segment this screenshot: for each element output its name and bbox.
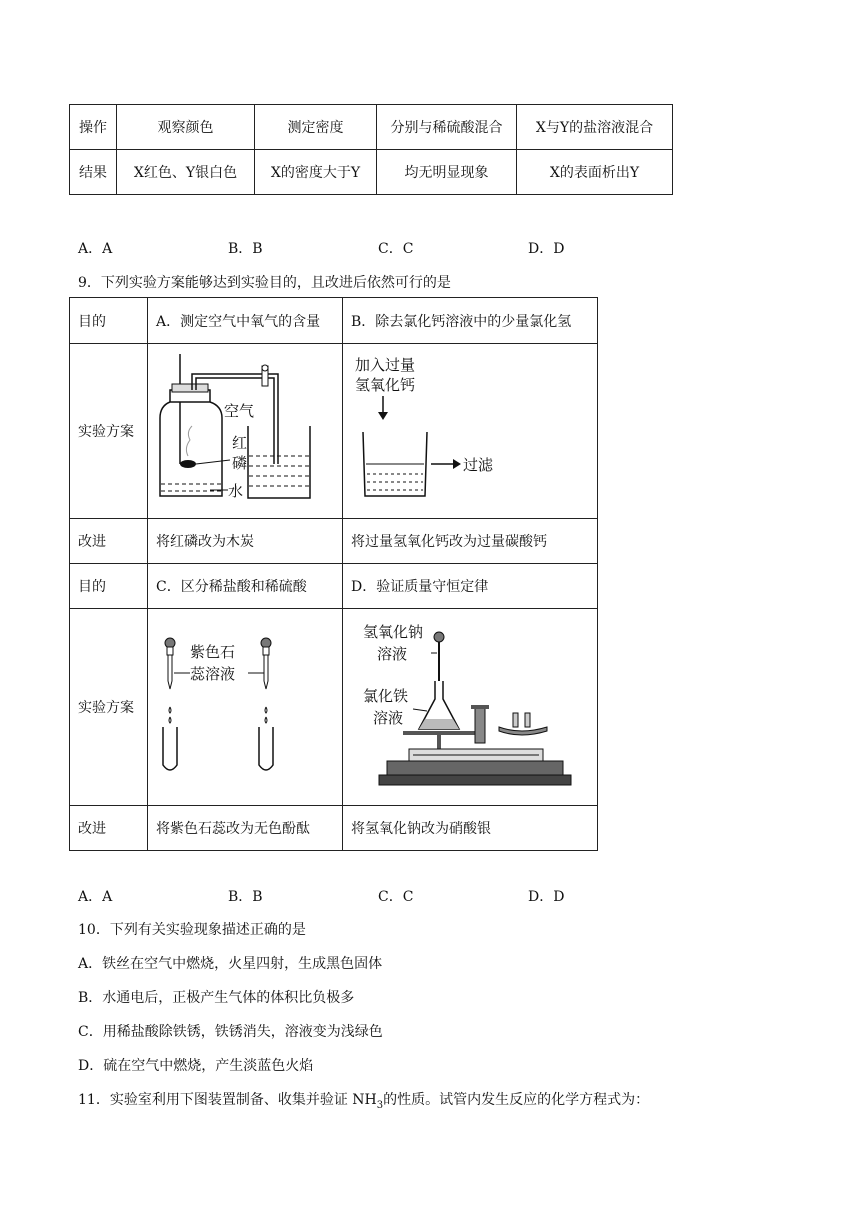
q11-stem-part1: 11．实验室利用下图装置制备、收集并验证 NH bbox=[78, 1092, 377, 1108]
row-label: 目的 bbox=[70, 298, 148, 344]
label-naoh: 氢氧化钠 bbox=[362, 623, 423, 641]
table-row bbox=[70, 609, 598, 806]
table-row bbox=[70, 806, 598, 851]
table-row bbox=[70, 564, 598, 609]
purpose-c: C．区分稀盐酸和稀硫酸 bbox=[148, 564, 343, 609]
q9-option-c[interactable]: C．C bbox=[378, 889, 414, 905]
table-cell: 分别与稀硫酸混合 bbox=[377, 105, 517, 150]
table-cell: X的表面析出Y bbox=[517, 150, 673, 195]
table-row bbox=[70, 519, 598, 564]
table-row bbox=[70, 150, 673, 195]
filtration-apparatus bbox=[343, 344, 597, 514]
label-fecl3-solution: 溶液 bbox=[372, 709, 403, 727]
row-label: 实验方案 bbox=[70, 344, 148, 519]
label-filter: 过滤 bbox=[462, 456, 493, 474]
row-label: 改进 bbox=[70, 519, 148, 564]
table-row bbox=[70, 344, 598, 519]
litmus-test-tubes bbox=[148, 609, 340, 801]
q10-option-d[interactable]: D．硫在空气中燃烧，产生淡蓝色火焰 bbox=[78, 1058, 314, 1074]
table-cell: X与Y的盐溶液混合 bbox=[517, 105, 673, 150]
table-cell: 观察颜色 bbox=[117, 105, 255, 150]
improve-a: 将红磷改为木炭 bbox=[148, 519, 343, 564]
label-litmus-1: 紫色石 bbox=[190, 643, 236, 661]
figure-d-cell bbox=[342, 609, 597, 806]
q8-option-b[interactable]: B．B bbox=[228, 241, 263, 257]
label-add-excess: 加入过量 bbox=[354, 356, 415, 374]
row-label: 实验方案 bbox=[70, 609, 148, 806]
q8-option-c[interactable]: C．C bbox=[378, 241, 414, 257]
q9-table bbox=[69, 297, 598, 851]
table-cell: 均无明显现象 bbox=[377, 150, 517, 195]
table-cell: 操作 bbox=[70, 105, 117, 150]
table-cell: 结果 bbox=[70, 150, 117, 195]
label-naoh-solution: 溶液 bbox=[376, 645, 407, 663]
table-row bbox=[70, 105, 673, 150]
improve-b: 将过量氢氧化钙改为过量碳酸钙 bbox=[342, 519, 597, 564]
purpose-a: A．测定空气中氧气的含量 bbox=[148, 298, 343, 344]
figure-a-cell bbox=[148, 344, 343, 519]
figure-b-cell bbox=[342, 344, 597, 519]
label-calcium-hydroxide: 氢氧化钙 bbox=[354, 376, 415, 394]
q9-option-d[interactable]: D．D bbox=[528, 889, 565, 905]
row-label: 改进 bbox=[70, 806, 148, 851]
figure-c-cell bbox=[148, 609, 343, 806]
table-row bbox=[70, 298, 598, 344]
q11-stem-part2: 的性质。试管内发生反应的化学方程式为： bbox=[383, 1092, 650, 1108]
q9-option-b[interactable]: B．B bbox=[228, 889, 263, 905]
q8-option-a[interactable]: A．A bbox=[78, 241, 113, 257]
q10-stem: 10．下列有关实验现象描述正确的是 bbox=[78, 922, 306, 938]
purpose-d: D．验证质量守恒定律 bbox=[342, 564, 597, 609]
q10-option-a[interactable]: A．铁丝在空气中燃烧，火星四射，生成黑色固体 bbox=[78, 956, 383, 972]
table-cell: X红色、Y银白色 bbox=[117, 150, 255, 195]
row-label: 目的 bbox=[70, 564, 148, 609]
label-air: 空气 bbox=[224, 402, 255, 420]
label-litmus-2: 蕊溶液 bbox=[190, 665, 236, 683]
q10-option-c[interactable]: C．用稀盐酸除铁锈，铁锈消失，溶液变为浅绿色 bbox=[78, 1024, 383, 1040]
label-water: 水 bbox=[228, 482, 244, 500]
q11-stem bbox=[78, 1089, 649, 1111]
label-fecl3: 氯化铁 bbox=[362, 687, 408, 705]
oxygen-measure-apparatus bbox=[148, 344, 340, 514]
q10-option-b[interactable]: B．水通电后，正极产生气体的体积比负极多 bbox=[78, 990, 355, 1006]
label-red: 红 bbox=[232, 434, 248, 452]
balance-apparatus bbox=[343, 609, 597, 801]
table-cell: 测定密度 bbox=[255, 105, 377, 150]
label-phosphorus: 磷 bbox=[232, 454, 248, 472]
table-cell: X的密度大于Y bbox=[255, 150, 377, 195]
q8-option-d[interactable]: D．D bbox=[528, 241, 565, 257]
q8-table bbox=[69, 104, 673, 195]
improve-c: 将紫色石蕊改为无色酚酞 bbox=[148, 806, 343, 851]
purpose-b: B．除去氯化钙溶液中的少量氯化氢 bbox=[342, 298, 597, 344]
q11-stem-sub: 3 bbox=[376, 1099, 384, 1111]
improve-d: 将氢氧化钠改为硝酸银 bbox=[342, 806, 597, 851]
q9-stem: 9．下列实验方案能够达到实验目的，且改进后依然可行的是 bbox=[78, 275, 451, 291]
q9-option-a[interactable]: A．A bbox=[78, 889, 113, 905]
